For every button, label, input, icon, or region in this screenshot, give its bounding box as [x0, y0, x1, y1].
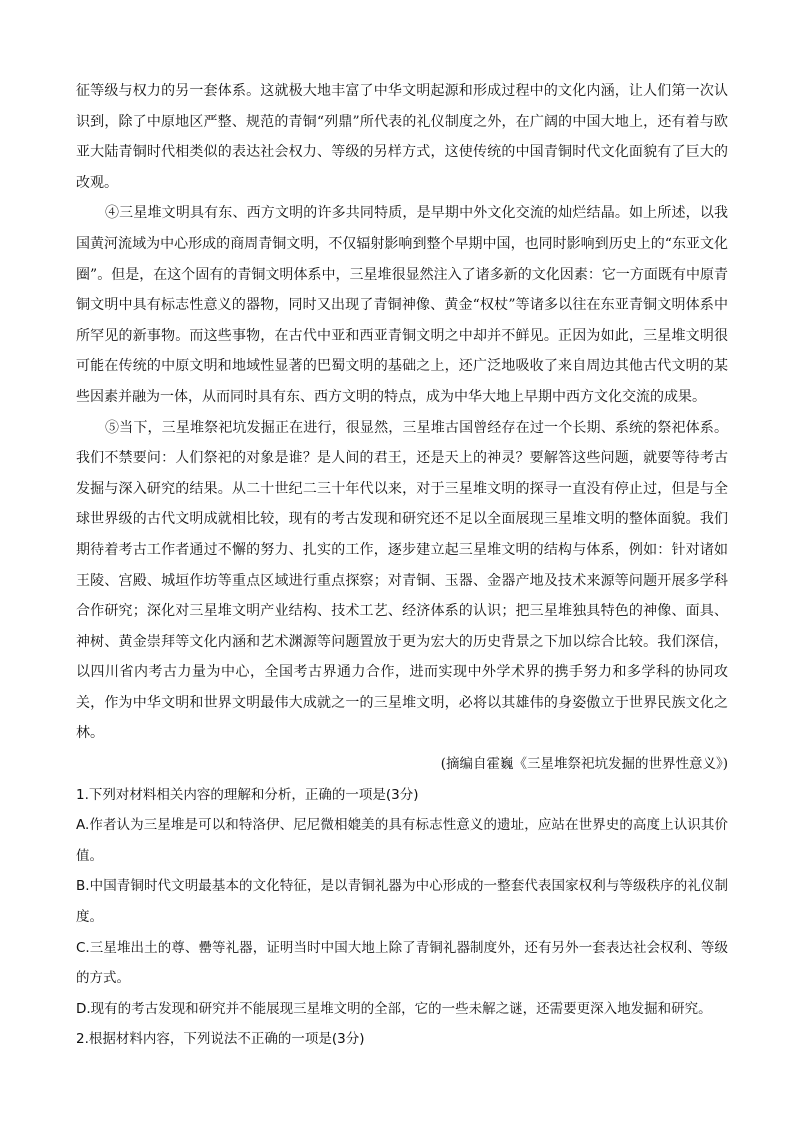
article-paragraph-5: ⑤当下，三星堆祭祀坑发掘正在进行，很显然，三星堆古国曾经存在过一个长期、系统的祭祀体系。我们不禁要问：人们祭祀的对象是谁？是人间的君王，还是天上的神灵？要解答这些问题，就要等待考古发掘与深入研究的结果。从二十世纪二三十年代以来，对于三星堆文明的探寻一直没有停止过，但是与全球世界级的古代文明成就相比较，现有的考古发现和研究还不足以全面展现三星堆文明的整体面貌。我们期待着考古工作者通过不懈的努力、扎实的工作，逐步建立起三星堆文明的结构与体系，例如：针对诸如王陵、宫殿、城垣作坊等重点区域进行重点探察；对青铜、玉器、金器产地及技术来源等问题开展多学科合作研究；深化对三星堆文明产业结构、技术工艺、经济体系的认识；把三星堆独具特色的神像、面具、神树、黄金崇拜等文化内涵和艺术渊源等问题置放于更为宏大的历史背景之下加以综合比较。我们深信，以四川省内考古力量为中心，全国考古界通力合作，进而实现中外学术界的携手努力和多学科的协同攻关，作为中华文明和世界文明最伟大成就之一的三星堆文明，必将以其雄伟的身姿傲立于世界民族文化之林。	[76, 419, 728, 742]
article-paragraph-continued: 征等级与权力的另一套体系。这就极大地丰富了中华文明起源和形成过程中的文化内涵，让人们第一次认识到，除了中原地区严整、规范的青铜“列鼎”所代表的礼仪制度之外，在广阔的中国大地上，还有着与欧亚大陆青铜时代相类似的表达社会权力、等级的另样方式，这使传统的中国青铜时代文化面貌有了巨大的改观。	[76, 83, 728, 191]
article-source: (摘编自霍巍《三星堆祭祀坑发掘的世界性意义》)	[440, 756, 728, 773]
question-1-option-c: C.三星堆出土的尊、罍等礼器，证明当时中国大地上除了青铜礼器制度外，还有另外一套表达社会权利、等级的方式。	[76, 939, 728, 987]
question-1-stem: 1.下列对材料相关内容的理解和分析，正确的一项是(3分)	[76, 786, 419, 803]
question-1-option-a: A.作者认为三星堆是可以和特洛伊、尼尼微相媲美的具有标志性意义的遗址，应站在世界史的高度上认识其价值。	[76, 817, 728, 864]
question-2-stem: 2.根据材料内容，下列说法不正确的一项是(3分)	[76, 1031, 365, 1048]
question-1-option-b: B.中国青铜时代文明最基本的文化特征，是以青铜礼器为中心形成的一整套代表国家权利与等级秩序的礼仪制度。	[76, 878, 728, 926]
question-1-option-d: D.现有的考古发现和研究并不能展现三星堆文明的全部，它的一些未解之谜，还需要更深入地发掘和研究。	[76, 1000, 712, 1017]
article-paragraph-4: ④三星堆文明具有东、西方文明的许多共同特质，是早期中外文化交流的灿烂结晶。如上所述，以我国黄河流域为中心形成的商周青铜文明，不仅辐射影响到整个早期中国，也同时影响到历史上的“东亚文化圈”。但是，在这个固有的青铜文明体系中，三星堆很显然注入了诸多新的文化因素：它一方面既有中原青铜文明中具有标志性意义的器物，同时又出现了青铜神像、黄金“权杖”等诸多以往在东亚青铜文明体系中所罕见的新事物。而这些事物，在古代中亚和西亚青铜文明之中却并不鲜见。正因为如此，三星堆文明很可能在传统的中原文明和地域性显著的巴蜀文明的基础之上，还广泛地吸收了来自周边其他古代文明的某些因素并融为一体，从而同时具有东、西方文明的特点，成为中华大地上早期中西方文化交流的成果。	[76, 205, 728, 405]
